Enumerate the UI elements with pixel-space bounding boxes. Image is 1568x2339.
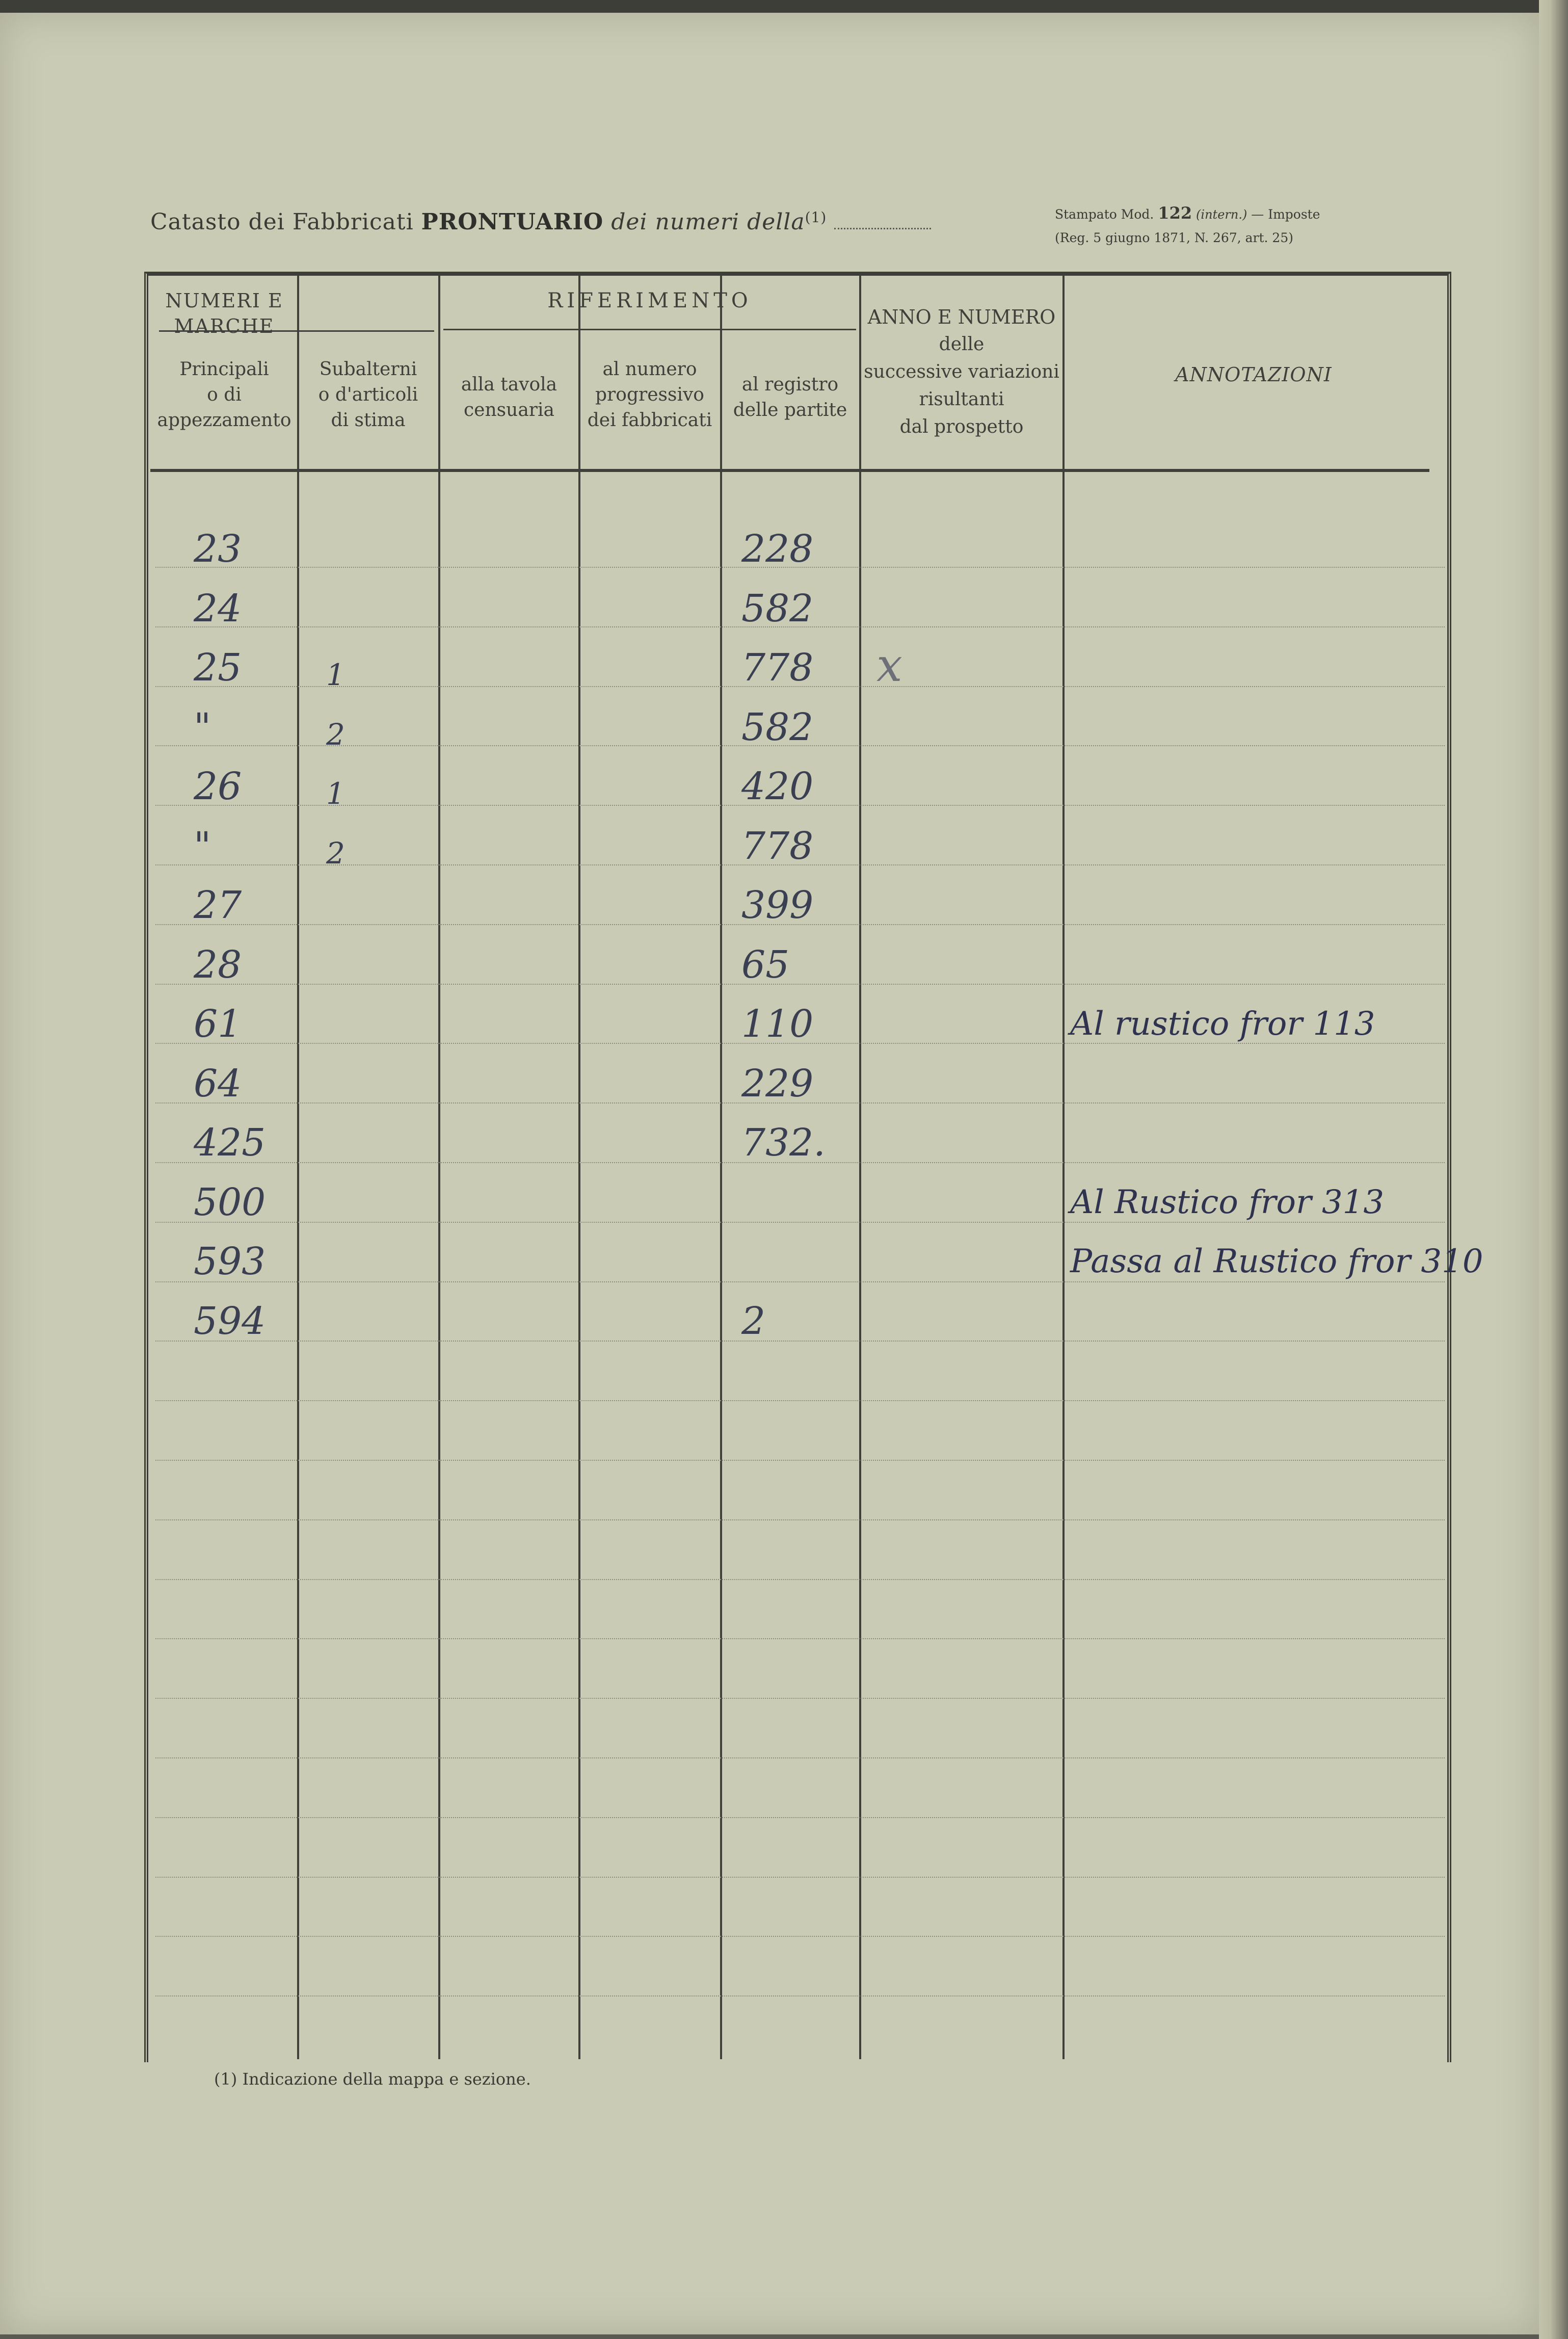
title-fill-line (834, 213, 931, 229)
cell-principale: 594 (194, 1299, 266, 1343)
cell-registro: 229 (741, 1061, 814, 1106)
row-rule (155, 1579, 1445, 1581)
header-group-riferimento: RIFERIMENTO (547, 289, 752, 312)
row-rule (155, 1519, 1445, 1521)
footnote-ref: (1) (805, 209, 827, 226)
row-rule (155, 1698, 1445, 1700)
cell-annotazione: Al rustico fror 113 (1070, 1005, 1375, 1043)
row-rule (155, 1638, 1445, 1640)
row-rule (155, 1222, 1445, 1224)
cell-registro: 2 (741, 1299, 766, 1343)
cell-principale: " (194, 824, 211, 868)
form-variant: (intern.) (1196, 207, 1247, 222)
column-divider (1062, 275, 1065, 2059)
page-title (150, 209, 931, 235)
form-label: Stampato Mod. (1055, 207, 1154, 222)
cell-subalterno: 1 (326, 776, 345, 811)
form-reference (1055, 201, 1320, 250)
column-divider (297, 275, 299, 2059)
header-annotazioni: ANNOTAZIONI (1175, 363, 1332, 386)
title-prefix: Catasto dei Fabbricati (150, 209, 414, 235)
title-subtitle: dei numeri della (611, 209, 805, 235)
header-registro: al registro delle partite (733, 374, 847, 421)
header-progressivo: al numero progressivo dei fabbricati (587, 359, 712, 431)
header-subalterni: Subalterni o d'articoli di stima (318, 359, 418, 431)
cell-registro: 582 (741, 705, 814, 749)
column-divider (859, 275, 861, 2059)
scan-top-edge (0, 0, 1568, 14)
row-rule (155, 1460, 1445, 1462)
header-tavola: alla tavola censuaria (461, 374, 557, 421)
header-anno-numero: ANNO E NUMERO delle successive variazioni risultanti dal prospetto (864, 306, 1059, 437)
form-number: 122 (1158, 203, 1192, 223)
scan-right-edge (1539, 0, 1568, 2339)
cell-registro: 228 (741, 527, 814, 571)
row-rule (155, 984, 1445, 986)
header-bottom-rule (150, 469, 1429, 472)
group-rule (443, 329, 856, 330)
cell-registro: 732. (741, 1121, 826, 1165)
column-divider (578, 275, 580, 2059)
row-rule (155, 1341, 1445, 1343)
column-divider (438, 275, 440, 2059)
cell-registro: 399 (741, 883, 814, 927)
cell-principale: 24 (194, 586, 242, 630)
cell-principale: 593 (194, 1240, 266, 1283)
row-rule (155, 1281, 1445, 1283)
cell-subalterno: 2 (326, 717, 345, 752)
title-main: PRONTUARIO (421, 209, 604, 235)
form-regulation: (Reg. 5 giugno 1871, N. 267, art. 25) (1055, 230, 1293, 245)
cell-registro: 420 (741, 765, 814, 808)
cell-principale: 23 (194, 527, 242, 571)
cell-registro: 110 (741, 1002, 814, 1046)
cell-principale: 425 (194, 1121, 266, 1165)
cell-principale: 28 (194, 942, 242, 987)
cell-principale: 27 (194, 883, 242, 927)
cell-annotazione: Passa al Rustico fror 310 (1070, 1243, 1483, 1280)
cell-registro: 582 (741, 586, 814, 630)
row-rule (155, 1936, 1445, 1938)
cell-registro: 65 (741, 942, 790, 987)
footnote: (1) Indicazione della mappa e sezione. (214, 2069, 531, 2089)
row-rule (155, 1877, 1445, 1879)
cell-principale: 64 (194, 1061, 242, 1106)
cell-annotazione: Al Rustico fror 313 (1070, 1183, 1385, 1221)
cell-subalterno: 1 (326, 658, 345, 692)
cell-principale: 25 (194, 646, 242, 690)
cell-principale: 26 (194, 765, 242, 808)
cell-subalterno: 2 (326, 835, 345, 871)
cell-variazioni: x (876, 639, 902, 692)
row-rule (155, 1757, 1445, 1759)
form-office: — Imposte (1251, 207, 1320, 222)
row-rule (155, 1817, 1445, 1819)
cell-principale: 500 (194, 1180, 266, 1224)
cell-registro: 778 (741, 646, 814, 690)
row-rule (155, 1995, 1445, 1998)
cell-principale: 61 (194, 1002, 242, 1046)
header-group-numeri: NUMERI E MARCHE (165, 290, 283, 337)
header-principali: Principali o di appezzamento (157, 359, 291, 431)
cell-registro: 778 (741, 824, 814, 868)
column-divider (720, 275, 722, 2059)
row-rule (155, 1400, 1445, 1402)
cell-principale: " (194, 705, 211, 749)
